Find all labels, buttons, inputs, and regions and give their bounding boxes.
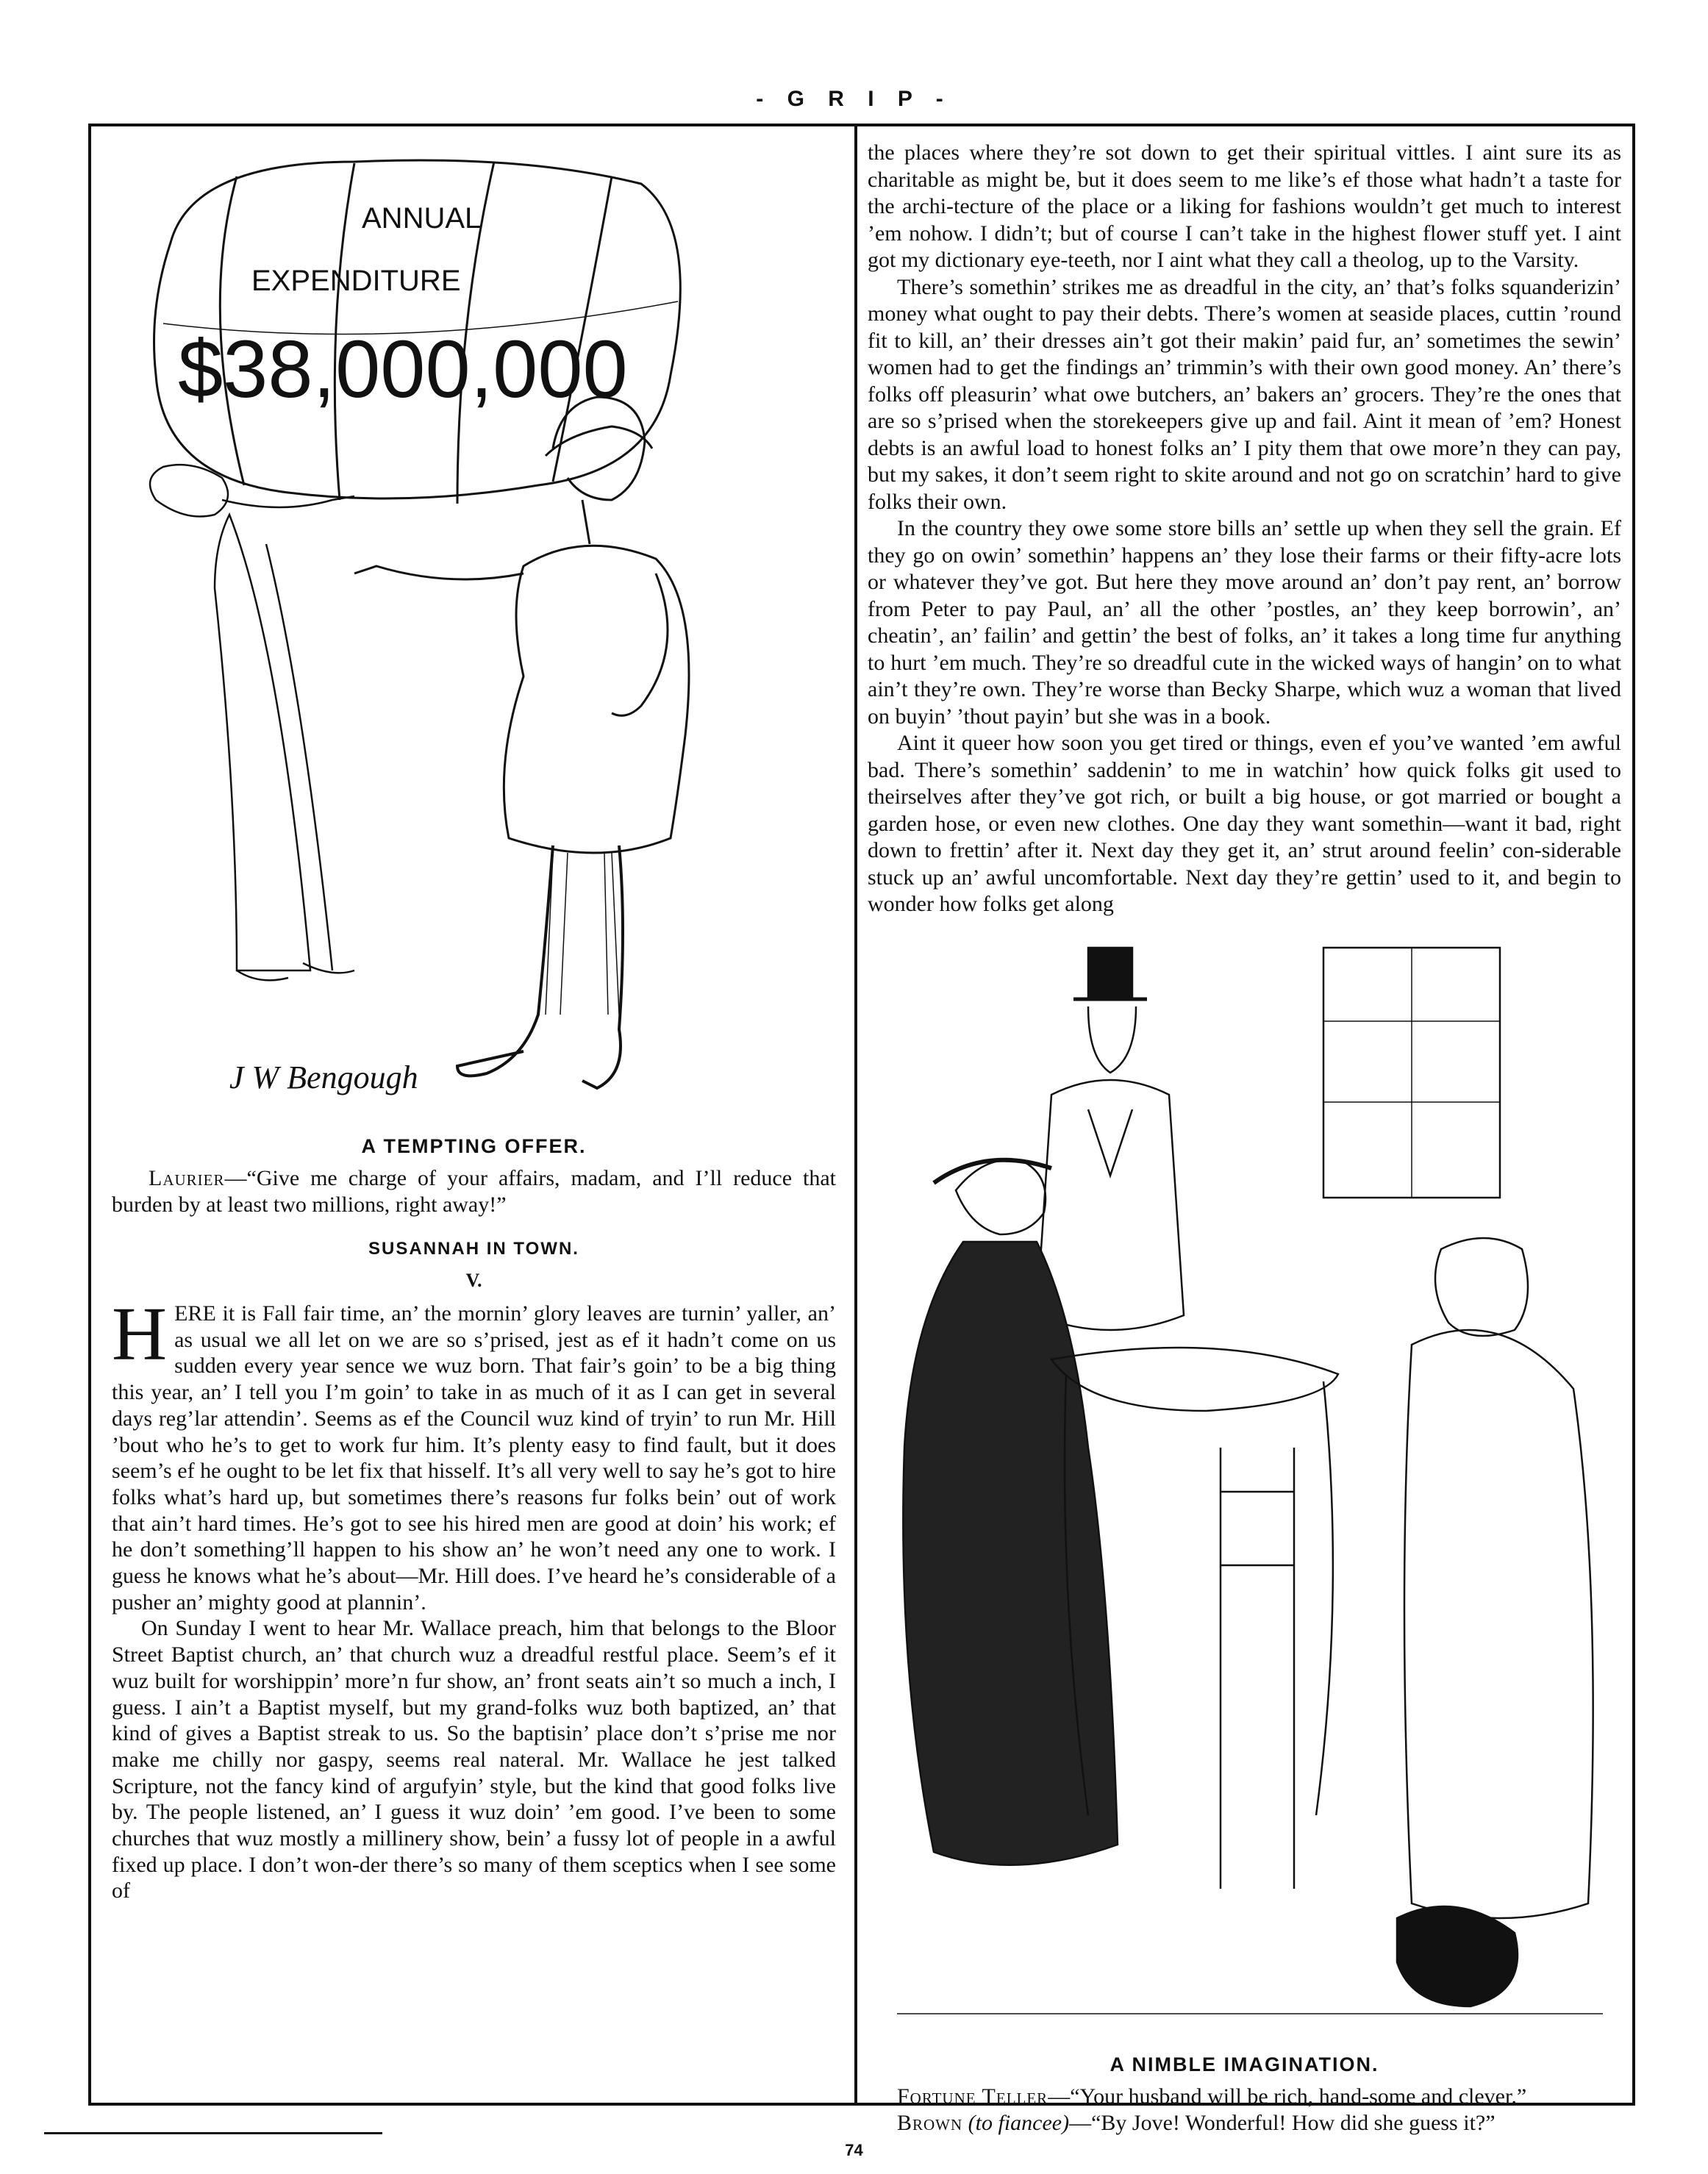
- woman-figure: [150, 465, 354, 980]
- cartoon-tempting-offer: [112, 132, 836, 1125]
- left-column: [112, 132, 836, 1904]
- black-cat: [1397, 1906, 1518, 2006]
- right-column: [868, 140, 1621, 2137]
- cartoon-caption: A NIMBLE IMAGINATION.: [1110, 2053, 1379, 2075]
- page-number: 74: [845, 2141, 863, 2159]
- left-rule: [88, 124, 91, 2106]
- cartoon-speaker: Laurier: [149, 1166, 225, 1190]
- fortune-teller-cloak: [1404, 1330, 1593, 1918]
- balloon-amount: $38,000,000: [178, 324, 628, 415]
- cartoon-nimble-imagination: [868, 933, 1621, 2043]
- article-body-left: [112, 1292, 836, 1904]
- article-paragraph: the places where they’re sot down to get their spiritual vittles. I aint sure its as charitable as might be, but it does seem to me like’s ef those what hadn’t a taste for the archi-tecture of the place or a liking for fashions wouldn’t get much to interest ’em nohow. I didn’t; but of course I can’t take in the highest flower stuff yet. I aint got my dictionary eye-teeth, nor I aint what they call a theolog, up to the Varsity.: [868, 140, 1621, 272]
- footer-rule: [44, 2132, 382, 2134]
- speaker-fortune-teller: Fortune Teller: [897, 2084, 1048, 2109]
- cartoon-dialog: [868, 2084, 1621, 2137]
- article-paragraph: HERE it is Fall fair time, an’ the mornin’ glory leaves are turnin’ yaller, an’ as usual we all let on we are so s’prised, jest as ef it hadn’t come on us sudden every year sence we wuz born. That fair’s goin’ to be a big thing this year, an’ I tell you I’m goin’ to take in as much of it as I can get in several days reg’lar attendin’. Seems as ef the Council wuz kind of tryin’ to run Mr. Hill ’bout who he’s to get to work fur him. It’s plenty easy to find fault, but it does seem’s ef he ought to be let fix that hisself. It’s all very well to say he’s got to hire folks what’s hard up, but sometimes there’s reasons fur folks bein’ out of work that ain’t hard times. He’s got to see his hired men are good at doin’ his work; ef he don’t something’ll happen to his show an’ he won’t need any one to work. I guess he knows what he’s about—Mr. Hill does. I’ve heard he’s considerable of a pusher an’ mighty good at plannin’.: [112, 1292, 836, 1615]
- fortune-teller-drawing: [868, 933, 1621, 2043]
- cartoon-quote: —“Give me charge of your affairs, madam, and I’ll reduce that burden by at least two millions, right away!”: [112, 1166, 836, 1217]
- artist-signature: J W Bengough: [229, 1059, 418, 1095]
- article-paragraph: In the country they owe some store bills an’ settle up when they sell the grain. Ef they go on owin’ somethin’ happens an’ they lose their farms or their fifty-acre lots or whatever they’ve got. But here they move around an’ don’t pay rent, an’ borrow from Peter to pay Paul, an’ all the other ’postles, an’ they keep borrowin’, an’ cheatin’, an’ failin’ and gettin’ the best of folks, an’ it takes a long time fur anything to hurt ’em much. They’re so dreadful cute in the wicked ways of hangin’ on to what ain’t they’re own. They’re worse than Becky Sharpe, which wuz a woman that lived on buyin’ ’thout payin’ but she was in a book.: [868, 516, 1621, 729]
- table-top: [1051, 1348, 1338, 1411]
- article-title: SUSANNAH IN TOWN.: [368, 1239, 579, 1259]
- column-divider: [854, 124, 857, 2106]
- top-rule: [88, 124, 1635, 126]
- balloon-label-annual: ANNUAL: [362, 202, 482, 235]
- speaker-brown: Brown: [897, 2110, 963, 2135]
- laurier-figure: [354, 397, 689, 1088]
- drop-cap: H: [112, 1292, 168, 1376]
- masthead: - G R I P -: [756, 87, 952, 111]
- seated-lady-head: [956, 1159, 1046, 1234]
- right-rule: [1632, 124, 1635, 2106]
- article-paragraph: Aint it queer how soon you get tired or things, even ef you’ve wanted ’em awful bad. There’s somethin’ saddenin’ to me in watchin’ how quick folks git used to theirselves after they’ve got rich, or built a big house, or got married or bought a garden hose, or even new clothes. One day they want somethin—want it bad, right down to frettin’ after it. Next day they get it, an’ strut around feelin’ con-siderable stuck up an’ awful uncomfortable. Next day they’re gettin’ used to it, and begin to wonder how folks get along: [868, 731, 1621, 916]
- dialog-line: Brown (to fiancee)—“By Jove! Wonderful! How did she guess it?”: [897, 2110, 1496, 2135]
- cartoon-caption: A TEMPTING OFFER.: [361, 1135, 587, 1157]
- seated-lady-dress: [903, 1242, 1118, 1865]
- standing-man: [1037, 1080, 1184, 1330]
- article-paragraph: On Sunday I went to hear Mr. Wallace preach, him that belongs to the Bloor Street Baptist church, an’ that church wuz a dreadful restful place. Seem’s ef it wuz built for worshippin’ more’n fur show, an’ front seats ain’t so much a inch, I guess. I ain’t a Baptist myself, but my grand-folks wuz both baptized, an’ that kind of gives a Baptist streak to us. So the baptisin’ place don’t s’prise me nor make me chilly nor gaspy, seems real nateral. Mr. Wallace he jest talked Scripture, not the fancy kind of argufyin’ style, but the kind that good folks live by. The people listened, an’ I guess it wuz doin’ ’em good. I’ve been to some churches that wuz mostly a millinery show, bein’ a fussy lot of people in a awful fixed up place. I don’t won-der there’s so many of them sceptics when I see some of: [112, 1616, 836, 1903]
- stage-direction: (to fiancee): [968, 2110, 1070, 2135]
- top-hat: [1088, 948, 1132, 999]
- article-paragraph: There’s somethin’ strikes me as dreadful in the city, an’ that’s folks squanderizin’ money what ought to pay their debts. There’s women at seaside places, cuttin ’round fit to kill, an’ their dresses ain’t got their makin’ paid fur, an’ sometimes the sewin’ women had to get the findings an’ trimmin’s with their own good money. An’ there’s folks off pleasurin’ what owe butchers, an’ bakers an’ grocers. They’re the ones that are so s’prised when the storekeepers give up and fail. Aint it mean of ’em? Honest debts is an awful load to honest folks an’ I pity them that owe more’n they can pay, but my sakes, it don’t seem right to skite around and not go on scratchin’ hard to give folks their own.: [868, 274, 1621, 514]
- cartoon-drawing: [112, 132, 836, 1125]
- article-body-right: [868, 140, 1621, 918]
- cartoon-dialog: [112, 1165, 836, 1218]
- article-number: V.: [465, 1270, 482, 1291]
- fortune-teller-head: [1435, 1238, 1528, 1336]
- dialog-line: Fortune Teller—“Your husband will be rich, hand-some and clever.”: [897, 2084, 1527, 2109]
- balloon-label-expenditure: EXPENDITURE: [251, 265, 461, 297]
